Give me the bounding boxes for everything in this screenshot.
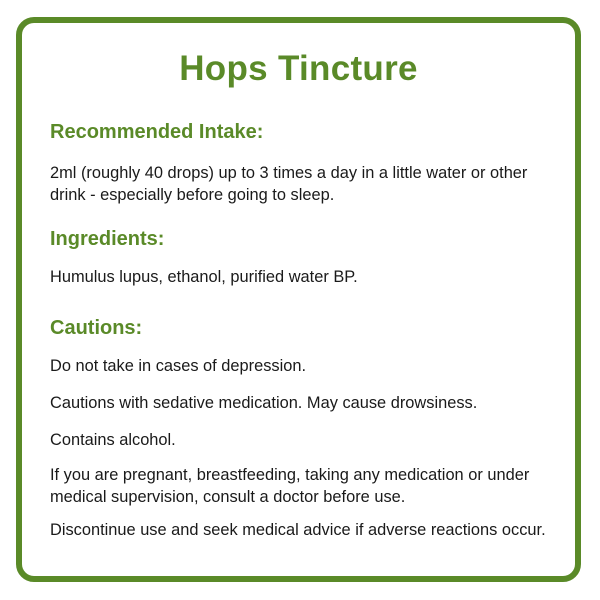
caution-item: Do not take in cases of depression. (50, 357, 307, 375)
ingredients-heading: Ingredients: (50, 228, 165, 250)
caution-item: Discontinue use and seek medical advice if adverse reactions occur. (50, 521, 546, 539)
product-title: Hops Tincture (179, 49, 418, 88)
caution-item: If you are pregnant, breastfeeding, taking any medication or under medical supervision, consult a doctor before use. (50, 466, 530, 506)
caution-item: Contains alcohol. (50, 431, 176, 449)
intake-text: 2ml (roughly 40 drops) up to 3 times a day in a little water or other drink - especially before going to sleep. (50, 164, 528, 204)
product-info-card (16, 17, 581, 582)
ingredients-text: Humulus lupus, ethanol, purified water BP. (50, 268, 358, 286)
caution-item: Cautions with sedative medication. May cause drowsiness. (50, 394, 478, 412)
cautions-heading: Cautions: (50, 317, 143, 339)
intake-heading: Recommended Intake: (50, 121, 264, 143)
